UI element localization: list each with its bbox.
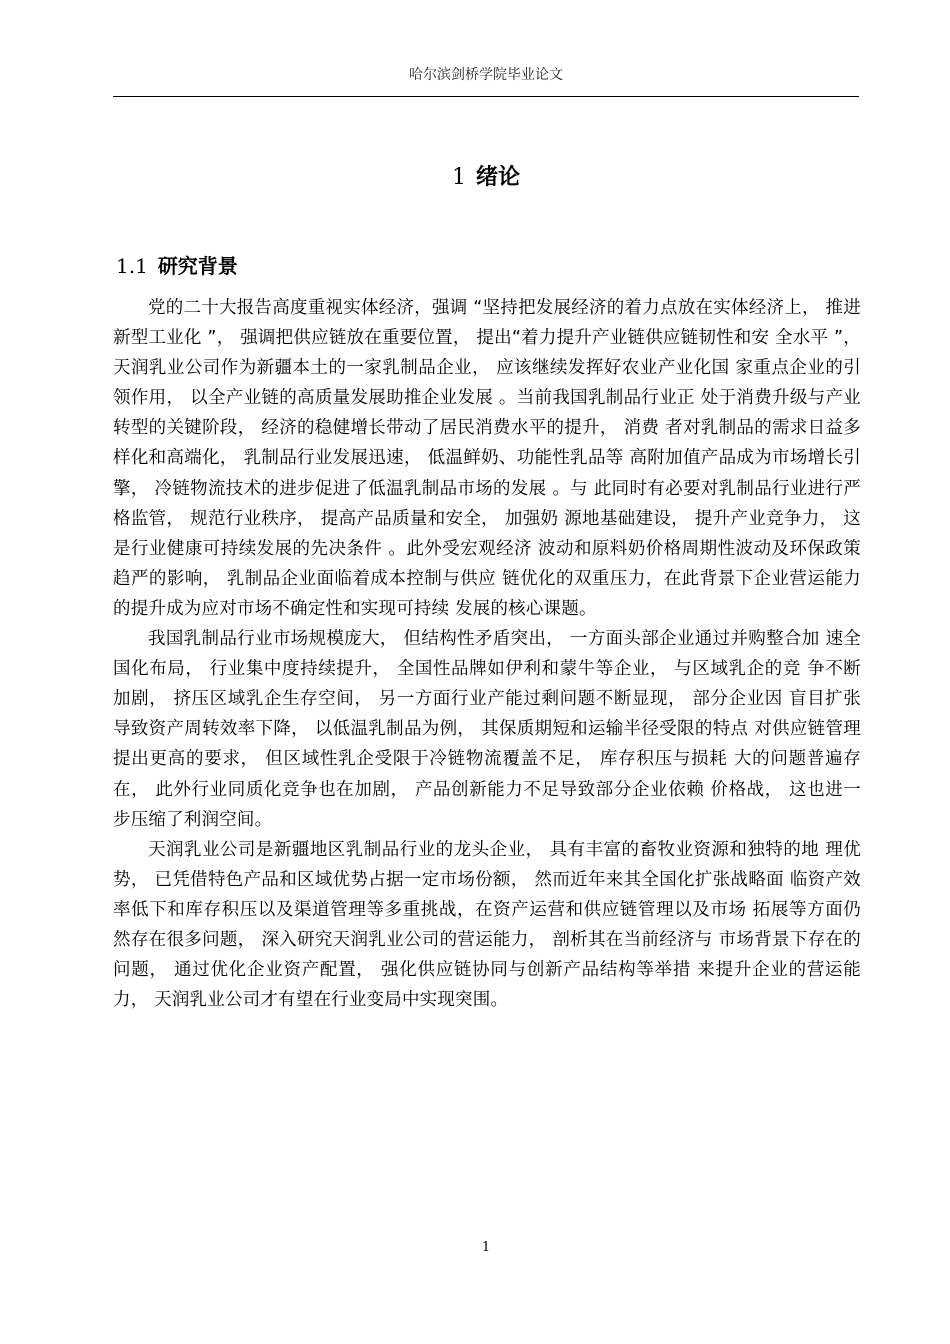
body-text (113, 293, 861, 1015)
section-number: 1.1 (116, 254, 148, 278)
page-number: 1 (481, 1240, 491, 1255)
paragraph: 我国乳制品行业市场规模庞大， 但结构性矛盾突出， 一方面头部企业通过并购整合加 速全国化布局， 行业集中度持续提升， 全国性品牌如伊利和蒙牛等企业， 与区域乳企的竞 争不断加剧， 挤压区域乳企生存空间， 另一方面行业产能过剩问题不断显现， 部分企业因 盲目扩张导致资产周转效率下降， 以低温乳制品为例， 其保质期短和运输半径受限的特点 对供应链管理提出更高的要求， 但区域性乳企受限于冷链物流覆盖不足， 库存积压与损耗 大的问题普遍存在， 此外行业同质化竞争也在加剧， 产品创新能力不足导致部分企业依赖 价格战， 这也进一步压缩了利润空间。 (113, 629, 861, 830)
running-header: 哈尔滨剑桥学院毕业论文 (409, 67, 563, 83)
paragraph: 天润乳业公司是新疆地区乳制品行业的龙头企业， 具有丰富的畜牧业资源和独特的地 理优势， 已凭借特色产品和区域优势占据一定市场份额， 然而近年来其全国化扩张战略面 临资产效率低下和库存积压以及渠道管理等多重挑战，在资产运营和供应链管理以及市场 拓展等方面仍然存在很多问题， 深入研究天润乳业公司的营运能力， 剖析其在当前经济与 市场背景下存在的问题， 通过优化企业资产配置， 强化供应链协同与创新产品结构等举措 来提升企业的营运能力， 天润乳业公司才有望在行业变局中实现突围。 (113, 839, 861, 1011)
chapter-number: 1 (451, 165, 466, 190)
chapter-title-text: 绪论 (475, 165, 520, 190)
section-heading (116, 250, 238, 279)
section-title-text: 研究背景 (157, 254, 238, 278)
chapter-heading (113, 160, 859, 191)
paragraph: 党的二十大报告高度重视实体经济，强调 “坚持把发展经济的着力点放在实体经济上， 推进新型工业化 ”， 强调把供应链放在重要位置， 提出“着力提升产业链供应链韧性和安 全水平 ”， 天润乳业公司作为新疆本土的一家乳制品企业， 应该继续发挥好农业产业化国 家重点企业的引领作用， 以全产业链的高质量发展助推企业发展 。当前我国乳制品行业正 处于消费升级与产业转型的关键阶段， 经济的稳健增长带动了居民消费水平的提升， 消费 者对乳制品的需求日益多样化和高端化， 乳制品行业发展迅速， 低温鲜奶、功能性乳品等 高附加值产品成为市场增长引擎， 冷链物流技术的进步促进了低温乳制品市场的发展 。与 此同时有必要对乳制品行业进行严格监管， 规范行业秩序， 提高产品质量和安全， 加强奶 源地基础建设， 提升产业竞争力， 这是行业健康可持续发展的先决条件 。此外受宏观经济 波动和原料奶价格周期性波动及环保政策趋严的影响， 乳制品企业面临着成本控制与供应 链优化的双重压力，在此背景下企业营运能力的提升成为应对市场不确定性和实现可持续 发展的核心课题。 (113, 298, 861, 619)
header-rule (113, 96, 859, 97)
